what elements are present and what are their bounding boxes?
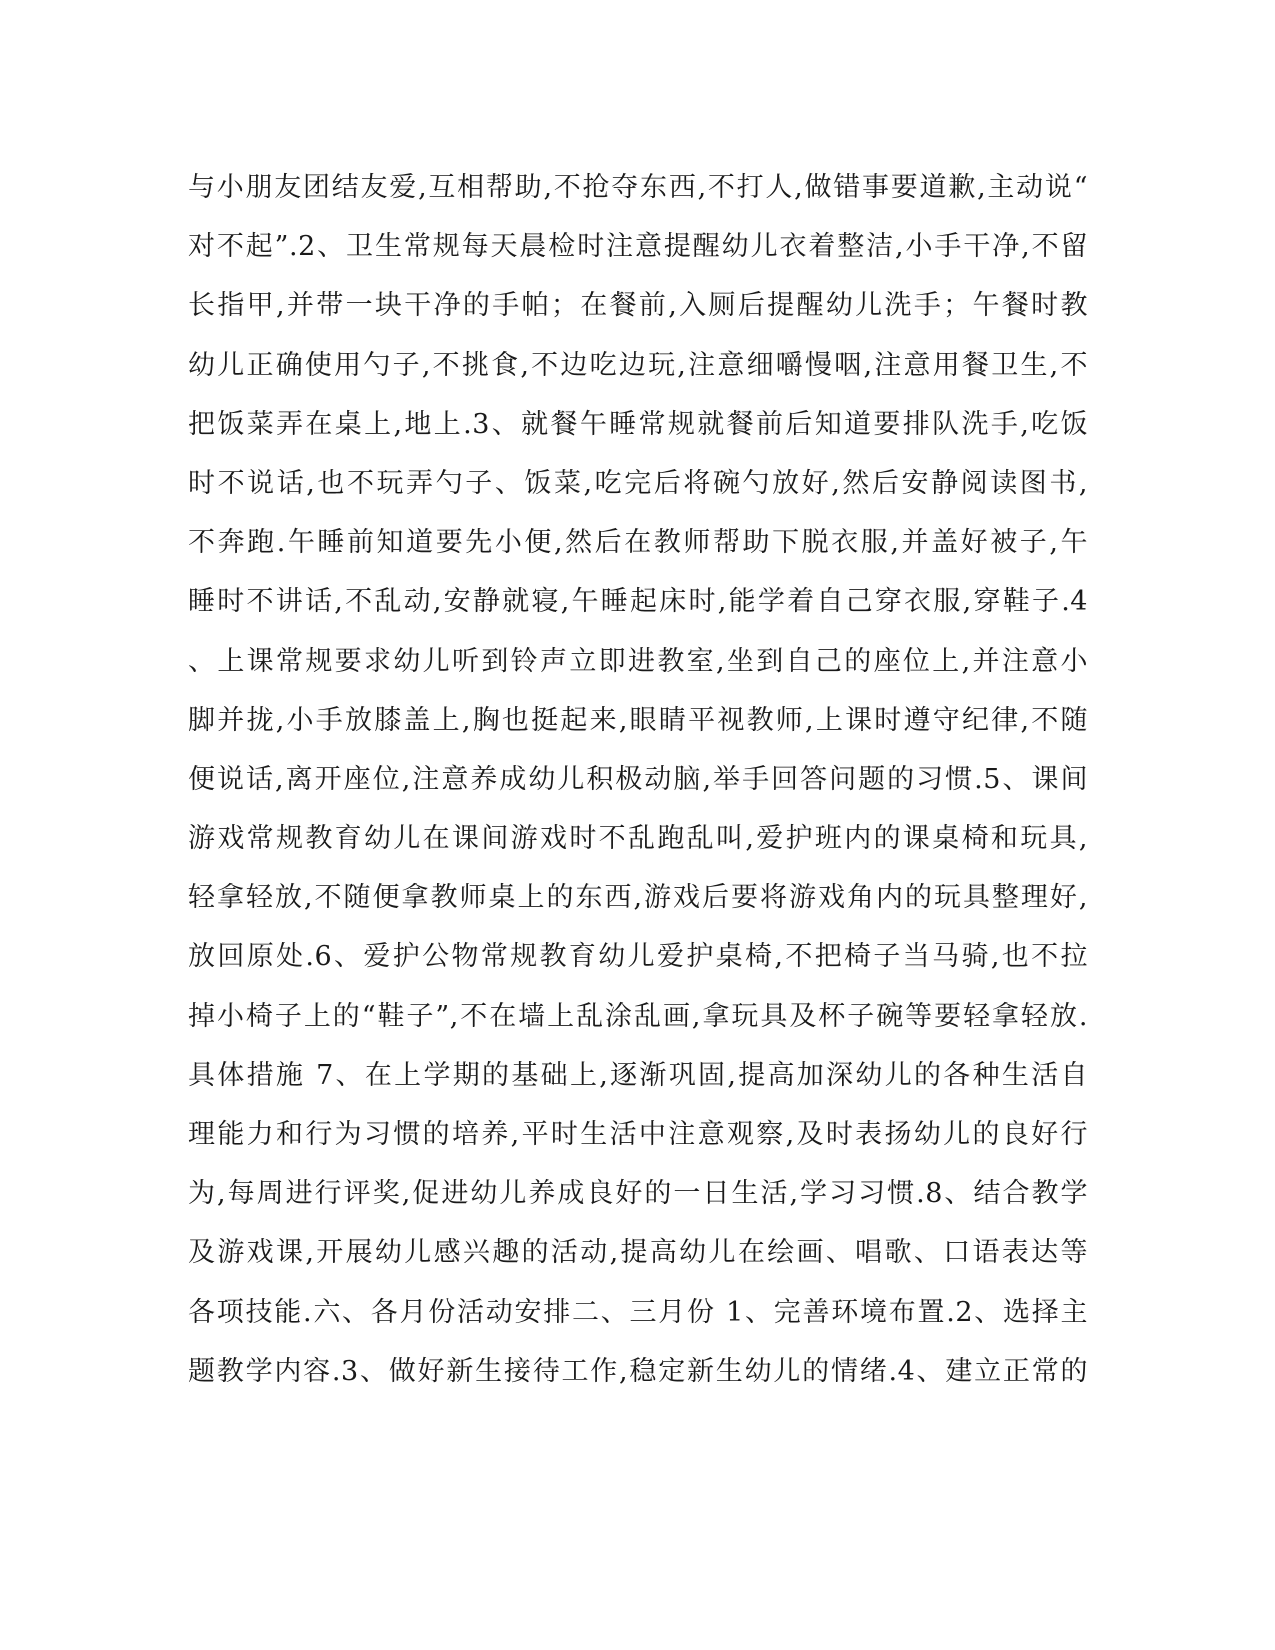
text-line: 对不起”.2、卫生常规每天晨检时注意提醒幼儿衣着整洁,小手干净,不留 [188, 231, 1088, 263]
text-line: 题教学内容.3、做好新生接待工作,稳定新生幼儿的情绪.4、建立正常的 [188, 1355, 1088, 1387]
text-line: 、上课常规要求幼儿听到铃声立即进教室,坐到自己的座位上,并注意小 [188, 645, 1088, 677]
text-line: 便说话,离开座位,注意养成幼儿积极动脑,举手回答问题的习惯.5、课间 [188, 763, 1088, 795]
text-line: 及游戏课,开展幼儿感兴趣的活动,提高幼儿在绘画、唱歌、口语表达等 [188, 1237, 1088, 1269]
text-line: 轻拿轻放,不随便拿教师桌上的东西,游戏后要将游戏角内的玩具整理好, [188, 882, 1088, 914]
text-line: 掉小椅子上的“鞋子”,不在墙上乱涂乱画,拿玩具及杯子碗等要轻拿轻放. [188, 1000, 1088, 1032]
body-text [188, 158, 1088, 1401]
text-line: 与小朋友团结友爱,互相帮助,不抢夺东西,不打人,做错事要道歉,主动说“ [188, 172, 1088, 203]
text-line: 长指甲,并带一块干净的手帕；在餐前,入厕后提醒幼儿洗手；午餐时教 [188, 290, 1088, 322]
text-line: 具体措施 7、在上学期的基础上,逐渐巩固,提高加深幼儿的各种生活自 [188, 1059, 1088, 1091]
text-line: 幼儿正确使用勺子,不挑食,不边吃边玩,注意细嚼慢咽,注意用餐卫生,不 [188, 349, 1088, 381]
text-line: 脚并拢,小手放膝盖上,胸也挺起来,眼睛平视教师,上课时遵守纪律,不随 [188, 704, 1088, 736]
text-line: 放回原处.6、爱护公物常规教育幼儿爱护桌椅,不把椅子当马骑,也不拉 [188, 941, 1088, 973]
text-line: 各项技能.六、各月份活动安排二、三月份 1、完善环境布置.2、选择主 [188, 1296, 1088, 1328]
text-line: 不奔跑.午睡前知道要先小便,然后在教师帮助下脱衣服,并盖好被子,午 [188, 527, 1088, 559]
text-line: 为,每周进行评奖,促进幼儿养成良好的一日生活,学习习惯.8、结合教学 [188, 1178, 1088, 1210]
text-line: 把饭菜弄在桌上,地上.3、就餐午睡常规就餐前后知道要排队洗手,吃饭 [188, 408, 1088, 440]
text-line: 游戏常规教育幼儿在课间游戏时不乱跑乱叫,爱护班内的课桌椅和玩具, [188, 823, 1088, 855]
text-line: 理能力和行为习惯的培养,平时生活中注意观察,及时表扬幼儿的良好行 [188, 1119, 1088, 1150]
text-line: 睡时不讲话,不乱动,安静就寝,午睡起床时,能学着自己穿衣服,穿鞋子.4 [188, 586, 1088, 618]
text-line: 时不说话,也不玩弄勺子、饭菜,吃完后将碗勺放好,然后安静阅读图书, [188, 467, 1088, 499]
